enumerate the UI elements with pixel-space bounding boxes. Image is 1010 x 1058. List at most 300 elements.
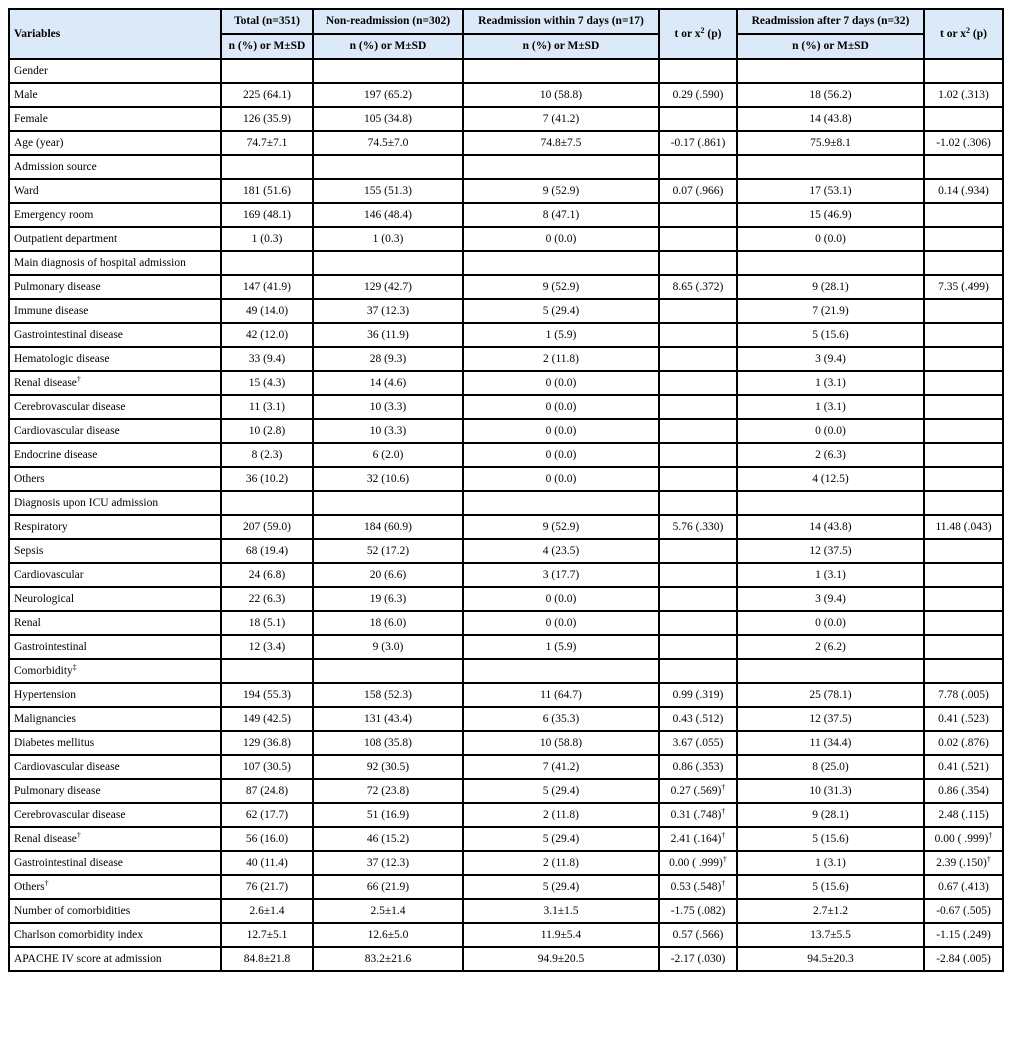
test-stat-1-cell <box>659 539 737 563</box>
test-stat-2-cell <box>924 155 1003 179</box>
readmission-after-7d-cell <box>737 251 924 275</box>
total-cell: 40 (11.4) <box>221 851 313 875</box>
nonreadmission-cell: 28 (9.3) <box>313 347 463 371</box>
readmission-7d-cell: 9 (52.9) <box>463 179 659 203</box>
test-stat-1-cell: 0.57 (.566) <box>659 923 737 947</box>
total-cell <box>221 491 313 515</box>
nonreadmission-cell: 9 (3.0) <box>313 635 463 659</box>
readmission-after-7d-cell: 1 (3.1) <box>737 371 924 395</box>
readmission-after-7d-cell: 14 (43.8) <box>737 107 924 131</box>
row-label: Ward <box>9 179 221 203</box>
readmission-after-7d-cell <box>737 659 924 683</box>
row-label: Sepsis <box>9 539 221 563</box>
readmission-7d-cell: 2 (11.8) <box>463 851 659 875</box>
row-label: Neurological <box>9 587 221 611</box>
row-label: Outpatient department <box>9 227 221 251</box>
test-stat-1-cell <box>659 107 737 131</box>
nonreadmission-cell: 2.5±1.4 <box>313 899 463 923</box>
nonreadmission-cell: 10 (3.3) <box>313 395 463 419</box>
total-cell: 181 (51.6) <box>221 179 313 203</box>
nonreadmission-cell: 20 (6.6) <box>313 563 463 587</box>
test-stat-2-cell <box>924 659 1003 683</box>
characteristics-table <box>8 8 1004 972</box>
nonreadmission-cell <box>313 251 463 275</box>
test-stat-1-cell: 0.86 (.353) <box>659 755 737 779</box>
test-stat-1-cell: 0.31 (.748)† <box>659 803 737 827</box>
test-stat-1-cell <box>659 299 737 323</box>
total-cell: 169 (48.1) <box>221 203 313 227</box>
header-variables: Variables <box>9 9 221 59</box>
readmission-after-7d-cell: 94.5±20.3 <box>737 947 924 971</box>
row-label: Charlson comorbidity index <box>9 923 221 947</box>
total-cell: 87 (24.8) <box>221 779 313 803</box>
readmission-7d-cell: 5 (29.4) <box>463 875 659 899</box>
readmission-after-7d-cell: 5 (15.6) <box>737 827 924 851</box>
table-row <box>9 467 1003 491</box>
nonreadmission-cell: 32 (10.6) <box>313 467 463 491</box>
test-stat-2-cell <box>924 323 1003 347</box>
table-row <box>9 251 1003 275</box>
total-cell: 74.7±7.1 <box>221 131 313 155</box>
table-row <box>9 83 1003 107</box>
row-label: Endocrine disease <box>9 443 221 467</box>
readmission-after-7d-cell: 0 (0.0) <box>737 227 924 251</box>
readmission-7d-cell: 74.8±7.5 <box>463 131 659 155</box>
nonreadmission-cell: 1 (0.3) <box>313 227 463 251</box>
subheader-readmission-within-7-days: n (%) or M±SD <box>463 34 659 59</box>
test-stat-1-cell <box>659 659 737 683</box>
test-stat-1-cell <box>659 59 737 83</box>
nonreadmission-cell: 131 (43.4) <box>313 707 463 731</box>
nonreadmission-cell: 105 (34.8) <box>313 107 463 131</box>
table-row <box>9 107 1003 131</box>
row-label: APACHE IV score at admission <box>9 947 221 971</box>
readmission-7d-cell <box>463 491 659 515</box>
readmission-after-7d-cell: 7 (21.9) <box>737 299 924 323</box>
test-stat-2-cell <box>924 251 1003 275</box>
test-stat-1-cell <box>659 227 737 251</box>
readmission-after-7d-cell: 1 (3.1) <box>737 563 924 587</box>
row-label: Cardiovascular disease <box>9 419 221 443</box>
table-row <box>9 563 1003 587</box>
test-stat-2-cell: 11.48 (.043) <box>924 515 1003 539</box>
nonreadmission-cell: 108 (35.8) <box>313 731 463 755</box>
test-stat-1-cell: 8.65 (.372) <box>659 275 737 299</box>
table-row <box>9 131 1003 155</box>
total-cell: 62 (17.7) <box>221 803 313 827</box>
total-cell: 2.6±1.4 <box>221 899 313 923</box>
row-label: Emergency room <box>9 203 221 227</box>
row-label: Number of comorbidities <box>9 899 221 923</box>
total-cell: 15 (4.3) <box>221 371 313 395</box>
test-stat-2-cell: 0.02 (.876) <box>924 731 1003 755</box>
nonreadmission-cell: 37 (12.3) <box>313 851 463 875</box>
nonreadmission-cell: 158 (52.3) <box>313 683 463 707</box>
row-label: Cardiovascular <box>9 563 221 587</box>
total-cell: 194 (55.3) <box>221 683 313 707</box>
readmission-after-7d-cell: 75.9±8.1 <box>737 131 924 155</box>
test-stat-2-cell: 7.35 (.499) <box>924 275 1003 299</box>
table-row <box>9 347 1003 371</box>
readmission-after-7d-cell <box>737 491 924 515</box>
readmission-7d-cell <box>463 251 659 275</box>
readmission-7d-cell: 0 (0.0) <box>463 611 659 635</box>
header-test-statistic-2: t or $x^2$ (p) <box>924 9 1003 59</box>
table-row <box>9 731 1003 755</box>
readmission-7d-cell: 3.1±1.5 <box>463 899 659 923</box>
readmission-7d-cell: 9 (52.9) <box>463 275 659 299</box>
header-readmission-within-7-days: Readmission within 7 days (n=17) <box>463 9 659 34</box>
test-stat-1-cell: 0.27 (.569)† <box>659 779 737 803</box>
nonreadmission-cell: 12.6±5.0 <box>313 923 463 947</box>
readmission-7d-cell: 10 (58.8) <box>463 731 659 755</box>
readmission-after-7d-cell: 9 (28.1) <box>737 803 924 827</box>
test-stat-2-cell <box>924 419 1003 443</box>
readmission-after-7d-cell: 3 (9.4) <box>737 587 924 611</box>
nonreadmission-cell: 46 (15.2) <box>313 827 463 851</box>
test-stat-1-cell: 2.41 (.164)† <box>659 827 737 851</box>
nonreadmission-cell: 197 (65.2) <box>313 83 463 107</box>
row-label: Others† <box>9 875 221 899</box>
readmission-7d-cell <box>463 155 659 179</box>
table-row <box>9 179 1003 203</box>
row-label: Respiratory <box>9 515 221 539</box>
row-label: Gender <box>9 59 221 83</box>
test-stat-1-cell <box>659 467 737 491</box>
test-stat-2-cell: 0.14 (.934) <box>924 179 1003 203</box>
subheader-readmission-after-7-days: n (%) or M±SD <box>737 34 924 59</box>
readmission-after-7d-cell <box>737 155 924 179</box>
row-label: Hypertension <box>9 683 221 707</box>
row-label: Pulmonary disease <box>9 779 221 803</box>
test-stat-2-cell: 1.02 (.313) <box>924 83 1003 107</box>
test-stat-1-cell: 0.00 ( .999)† <box>659 851 737 875</box>
table-row <box>9 275 1003 299</box>
nonreadmission-cell: 52 (17.2) <box>313 539 463 563</box>
total-cell: 126 (35.9) <box>221 107 313 131</box>
readmission-7d-cell: 1 (5.9) <box>463 635 659 659</box>
readmission-7d-cell <box>463 59 659 83</box>
readmission-after-7d-cell: 13.7±5.5 <box>737 923 924 947</box>
nonreadmission-cell: 19 (6.3) <box>313 587 463 611</box>
total-cell: 225 (64.1) <box>221 83 313 107</box>
readmission-after-7d-cell: 4 (12.5) <box>737 467 924 491</box>
readmission-7d-cell: 0 (0.0) <box>463 371 659 395</box>
table-row <box>9 803 1003 827</box>
row-label: Gastrointestinal disease <box>9 323 221 347</box>
table-row <box>9 587 1003 611</box>
total-cell: 129 (36.8) <box>221 731 313 755</box>
subheader-total: n (%) or M±SD <box>221 34 313 59</box>
readmission-after-7d-cell <box>737 59 924 83</box>
readmission-after-7d-cell: 12 (37.5) <box>737 707 924 731</box>
nonreadmission-cell: 10 (3.3) <box>313 419 463 443</box>
test-stat-2-cell <box>924 491 1003 515</box>
nonreadmission-cell: 184 (60.9) <box>313 515 463 539</box>
total-cell <box>221 155 313 179</box>
total-cell: 12 (3.4) <box>221 635 313 659</box>
table-row <box>9 635 1003 659</box>
test-stat-1-cell <box>659 443 737 467</box>
nonreadmission-cell: 74.5±7.0 <box>313 131 463 155</box>
readmission-7d-cell: 0 (0.0) <box>463 419 659 443</box>
test-stat-2-cell <box>924 299 1003 323</box>
test-stat-2-cell <box>924 611 1003 635</box>
readmission-after-7d-cell: 5 (15.6) <box>737 323 924 347</box>
row-label: Immune disease <box>9 299 221 323</box>
test-stat-2-cell <box>924 635 1003 659</box>
test-stat-2-cell: 0.67 (.413) <box>924 875 1003 899</box>
readmission-after-7d-cell: 2 (6.3) <box>737 443 924 467</box>
table-row <box>9 923 1003 947</box>
nonreadmission-cell: 72 (23.8) <box>313 779 463 803</box>
test-stat-1-cell: -2.17 (.030) <box>659 947 737 971</box>
nonreadmission-cell: 14 (4.6) <box>313 371 463 395</box>
test-stat-1-cell <box>659 491 737 515</box>
test-stat-2-cell <box>924 203 1003 227</box>
nonreadmission-cell: 66 (21.9) <box>313 875 463 899</box>
nonreadmission-cell <box>313 491 463 515</box>
readmission-after-7d-cell: 1 (3.1) <box>737 851 924 875</box>
header-readmission-after-7-days: Readmission after 7 days (n=32) <box>737 9 924 34</box>
subheader-nonreadmission: n (%) or M±SD <box>313 34 463 59</box>
total-cell: 8 (2.3) <box>221 443 313 467</box>
readmission-7d-cell: 5 (29.4) <box>463 779 659 803</box>
test-stat-2-cell <box>924 563 1003 587</box>
total-cell: 84.8±21.8 <box>221 947 313 971</box>
row-label: Comorbidity‡ <box>9 659 221 683</box>
readmission-7d-cell: 11.9±5.4 <box>463 923 659 947</box>
readmission-after-7d-cell: 17 (53.1) <box>737 179 924 203</box>
table-row <box>9 155 1003 179</box>
row-label: Cerebrovascular disease <box>9 395 221 419</box>
table-row <box>9 539 1003 563</box>
test-stat-2-cell <box>924 587 1003 611</box>
readmission-7d-cell: 0 (0.0) <box>463 443 659 467</box>
total-cell: 107 (30.5) <box>221 755 313 779</box>
readmission-after-7d-cell: 14 (43.8) <box>737 515 924 539</box>
row-label: Age (year) <box>9 131 221 155</box>
row-label: Gastrointestinal disease <box>9 851 221 875</box>
test-stat-1-cell: 3.67 (.055) <box>659 731 737 755</box>
readmission-after-7d-cell: 11 (34.4) <box>737 731 924 755</box>
test-stat-1-cell: -1.75 (.082) <box>659 899 737 923</box>
table-row <box>9 827 1003 851</box>
readmission-after-7d-cell: 18 (56.2) <box>737 83 924 107</box>
readmission-after-7d-cell: 0 (0.0) <box>737 419 924 443</box>
row-label: Renal <box>9 611 221 635</box>
readmission-after-7d-cell: 25 (78.1) <box>737 683 924 707</box>
nonreadmission-cell <box>313 155 463 179</box>
readmission-7d-cell: 10 (58.8) <box>463 83 659 107</box>
row-label: Female <box>9 107 221 131</box>
total-cell <box>221 251 313 275</box>
row-label: Main diagnosis of hospital admission <box>9 251 221 275</box>
test-stat-1-cell: -0.17 (.861) <box>659 131 737 155</box>
row-label: Cardiovascular disease <box>9 755 221 779</box>
table-row <box>9 779 1003 803</box>
test-stat-2-cell <box>924 395 1003 419</box>
row-label: Gastrointestinal <box>9 635 221 659</box>
readmission-after-7d-cell: 8 (25.0) <box>737 755 924 779</box>
row-label: Admission source <box>9 155 221 179</box>
test-stat-2-cell: 2.48 (.115) <box>924 803 1003 827</box>
test-stat-2-cell <box>924 371 1003 395</box>
test-stat-2-cell: -0.67 (.505) <box>924 899 1003 923</box>
test-stat-2-cell <box>924 59 1003 83</box>
readmission-7d-cell: 3 (17.7) <box>463 563 659 587</box>
readmission-7d-cell: 7 (41.2) <box>463 107 659 131</box>
test-stat-1-cell: 0.99 (.319) <box>659 683 737 707</box>
nonreadmission-cell: 51 (16.9) <box>313 803 463 827</box>
nonreadmission-cell: 6 (2.0) <box>313 443 463 467</box>
nonreadmission-cell: 18 (6.0) <box>313 611 463 635</box>
test-stat-1-cell <box>659 323 737 347</box>
header-total: Total (n=351) <box>221 9 313 34</box>
readmission-7d-cell: 5 (29.4) <box>463 827 659 851</box>
table-row <box>9 659 1003 683</box>
test-stat-2-cell: 7.78 (.005) <box>924 683 1003 707</box>
readmission-7d-cell: 94.9±20.5 <box>463 947 659 971</box>
row-label: Malignancies <box>9 707 221 731</box>
test-stat-2-cell <box>924 107 1003 131</box>
test-stat-1-cell <box>659 203 737 227</box>
test-stat-1-cell <box>659 563 737 587</box>
readmission-7d-cell: 4 (23.5) <box>463 539 659 563</box>
row-label: Diabetes mellitus <box>9 731 221 755</box>
row-label: Cerebrovascular disease <box>9 803 221 827</box>
nonreadmission-cell <box>313 59 463 83</box>
test-stat-2-cell <box>924 227 1003 251</box>
nonreadmission-cell: 36 (11.9) <box>313 323 463 347</box>
total-cell: 49 (14.0) <box>221 299 313 323</box>
test-stat-1-cell <box>659 587 737 611</box>
table-row <box>9 491 1003 515</box>
row-label: Renal disease† <box>9 827 221 851</box>
row-label: Diagnosis upon ICU admission <box>9 491 221 515</box>
table-row <box>9 203 1003 227</box>
readmission-after-7d-cell: 2 (6.2) <box>737 635 924 659</box>
row-label: Hematologic disease <box>9 347 221 371</box>
table-row <box>9 515 1003 539</box>
table-row <box>9 59 1003 83</box>
test-stat-2-cell: 0.00 ( .999)† <box>924 827 1003 851</box>
total-cell: 18 (5.1) <box>221 611 313 635</box>
test-stat-2-cell <box>924 467 1003 491</box>
nonreadmission-cell: 146 (48.4) <box>313 203 463 227</box>
readmission-after-7d-cell: 10 (31.3) <box>737 779 924 803</box>
table-row <box>9 611 1003 635</box>
nonreadmission-cell: 37 (12.3) <box>313 299 463 323</box>
readmission-after-7d-cell: 9 (28.1) <box>737 275 924 299</box>
test-stat-1-cell: 0.07 (.966) <box>659 179 737 203</box>
test-stat-1-cell <box>659 395 737 419</box>
nonreadmission-cell: 155 (51.3) <box>313 179 463 203</box>
table-row <box>9 299 1003 323</box>
nonreadmission-cell: 83.2±21.6 <box>313 947 463 971</box>
total-cell: 33 (9.4) <box>221 347 313 371</box>
test-stat-2-cell <box>924 443 1003 467</box>
table-row <box>9 707 1003 731</box>
readmission-7d-cell: 5 (29.4) <box>463 299 659 323</box>
test-stat-2-cell <box>924 539 1003 563</box>
test-stat-1-cell <box>659 419 737 443</box>
table-row <box>9 443 1003 467</box>
row-label: Pulmonary disease <box>9 275 221 299</box>
test-stat-1-cell <box>659 635 737 659</box>
readmission-7d-cell: 0 (0.0) <box>463 587 659 611</box>
nonreadmission-cell: 129 (42.7) <box>313 275 463 299</box>
total-cell: 207 (59.0) <box>221 515 313 539</box>
test-stat-2-cell: 0.86 (.354) <box>924 779 1003 803</box>
table-row <box>9 755 1003 779</box>
total-cell: 10 (2.8) <box>221 419 313 443</box>
row-label: Renal disease† <box>9 371 221 395</box>
total-cell <box>221 59 313 83</box>
table-row <box>9 227 1003 251</box>
readmission-7d-cell: 0 (0.0) <box>463 227 659 251</box>
table-row <box>9 683 1003 707</box>
total-cell: 56 (16.0) <box>221 827 313 851</box>
readmission-after-7d-cell: 3 (9.4) <box>737 347 924 371</box>
readmission-7d-cell: 8 (47.1) <box>463 203 659 227</box>
total-cell: 11 (3.1) <box>221 395 313 419</box>
readmission-after-7d-cell: 0 (0.0) <box>737 611 924 635</box>
total-cell: 149 (42.5) <box>221 707 313 731</box>
total-cell: 147 (41.9) <box>221 275 313 299</box>
readmission-after-7d-cell: 2.7±1.2 <box>737 899 924 923</box>
nonreadmission-cell: 92 (30.5) <box>313 755 463 779</box>
test-stat-1-cell: 0.53 (.548)† <box>659 875 737 899</box>
test-stat-2-cell: 0.41 (.521) <box>924 755 1003 779</box>
total-cell: 24 (6.8) <box>221 563 313 587</box>
readmission-7d-cell: 7 (41.2) <box>463 755 659 779</box>
test-stat-1-cell: 0.29 (.590) <box>659 83 737 107</box>
test-stat-2-cell: 2.39 (.150)† <box>924 851 1003 875</box>
table-row <box>9 395 1003 419</box>
total-cell: 42 (12.0) <box>221 323 313 347</box>
readmission-after-7d-cell: 5 (15.6) <box>737 875 924 899</box>
test-stat-2-cell: 0.41 (.523) <box>924 707 1003 731</box>
readmission-7d-cell: 0 (0.0) <box>463 467 659 491</box>
total-cell: 1 (0.3) <box>221 227 313 251</box>
test-stat-1-cell <box>659 155 737 179</box>
test-stat-1-cell <box>659 347 737 371</box>
test-stat-2-cell: -1.15 (.249) <box>924 923 1003 947</box>
test-stat-1-cell <box>659 251 737 275</box>
readmission-7d-cell: 0 (0.0) <box>463 395 659 419</box>
row-label: Male <box>9 83 221 107</box>
header-test-statistic-1: t or $x^2$ (p) <box>659 9 737 59</box>
readmission-7d-cell: 6 (35.3) <box>463 707 659 731</box>
test-stat-1-cell <box>659 611 737 635</box>
total-cell: 12.7±5.1 <box>221 923 313 947</box>
row-label: Others <box>9 467 221 491</box>
readmission-after-7d-cell: 12 (37.5) <box>737 539 924 563</box>
table-row <box>9 875 1003 899</box>
table-row <box>9 947 1003 971</box>
total-cell: 22 (6.3) <box>221 587 313 611</box>
table-row <box>9 899 1003 923</box>
table-row <box>9 323 1003 347</box>
test-stat-2-cell: -1.02 (.306) <box>924 131 1003 155</box>
readmission-7d-cell: 11 (64.7) <box>463 683 659 707</box>
table-row <box>9 371 1003 395</box>
readmission-7d-cell: 2 (11.8) <box>463 347 659 371</box>
readmission-after-7d-cell: 15 (46.9) <box>737 203 924 227</box>
readmission-7d-cell: 9 (52.9) <box>463 515 659 539</box>
test-stat-1-cell: 5.76 (.330) <box>659 515 737 539</box>
